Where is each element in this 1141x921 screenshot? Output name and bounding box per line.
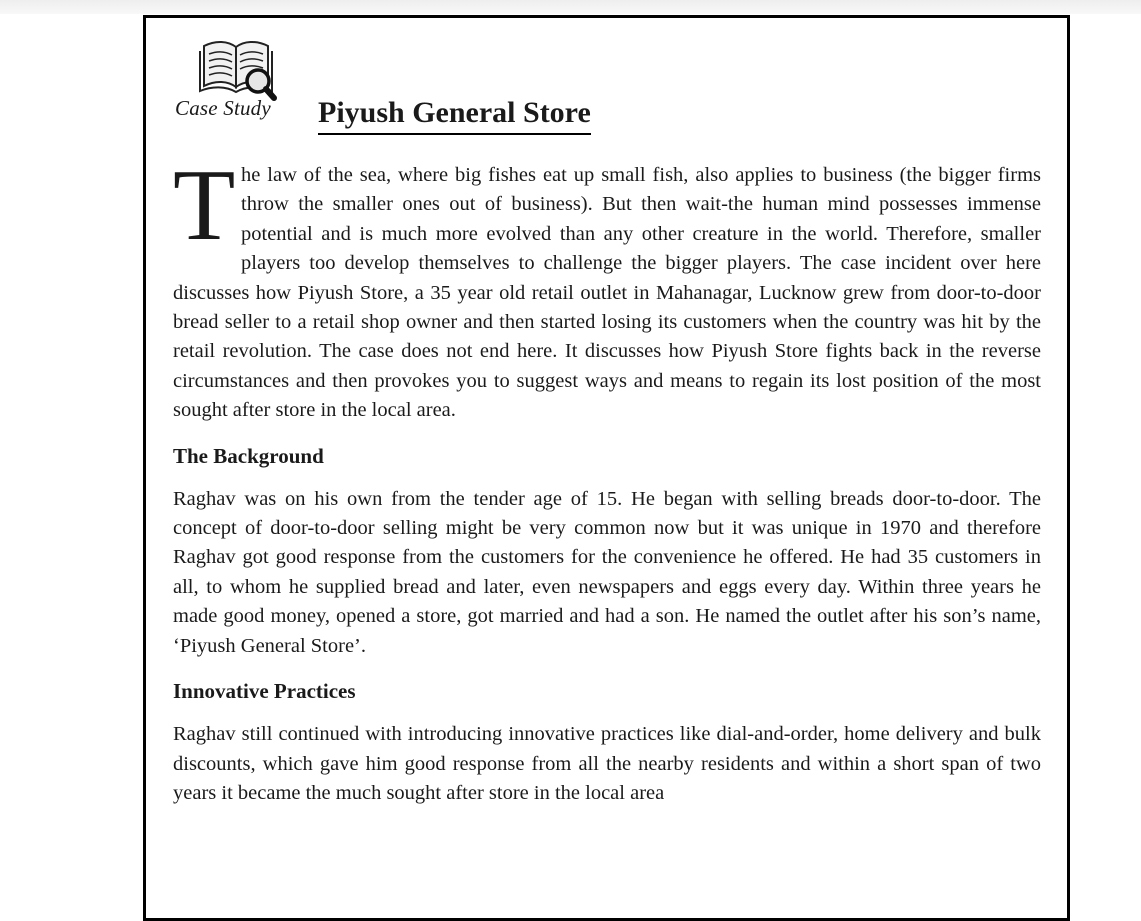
section-paragraph-background: Raghav was on his own from the tender age of 15. He began with selling breads door-to-door. The concept of door-to-door selling might be very common now but it was unique in 1970 and therefore Raghav got good response from the customers for the convenience he offered. He had 35 customers in all, to whom he supplied bread and later, even newspapers and eggs every day. Within three years he made good money, opened a store, got married and had a son. He named the outlet after his son’s name, ‘Piyush General Store’. [173, 487, 1041, 657]
book-magnifier-icon [198, 32, 278, 104]
case-study-label: Case Study [175, 96, 271, 120]
section-heading-background: The Background [173, 443, 324, 468]
viewer-top-band [0, 0, 1141, 14]
page-title: Piyush General Store [318, 95, 591, 135]
intro-text: he law of the sea, where big fishes eat up small fish, also applies to business (the bigger firms throw the smaller ones out of business). But then wait-the human mind possesses immense potential and is much more evolved than any other creature in the world. Therefore, smaller players too develop themselves to challenge the bigger players. The case incident over here discusses how Piyush Store, a 35 year old retail outlet in Mahanagar, Lucknow grew from door-to-door bread seller to a retail shop owner and then started losing its customers when the country was hit by the retail revolution. The case does not end here. It discusses how Piyush Store fights back in the reverse circumstances and then provokes you to suggest ways and means to regain its lost position of the most sought after store in the local area. [173, 164, 1041, 422]
article-body [173, 149, 1041, 808]
intro-paragraph [173, 149, 1041, 426]
document-page [143, 15, 1070, 921]
section-paragraph-innovative-practices: Raghav still continued with introducing innovative practices like dial-and-order, home delivery and bulk discounts, which gave him good response from all the nearby residents and within a short span of two years it became the much sought after store in the local area [173, 723, 1041, 804]
drop-cap: T [173, 149, 236, 262]
section-heading-innovative-practices: Innovative Practices [173, 679, 356, 704]
